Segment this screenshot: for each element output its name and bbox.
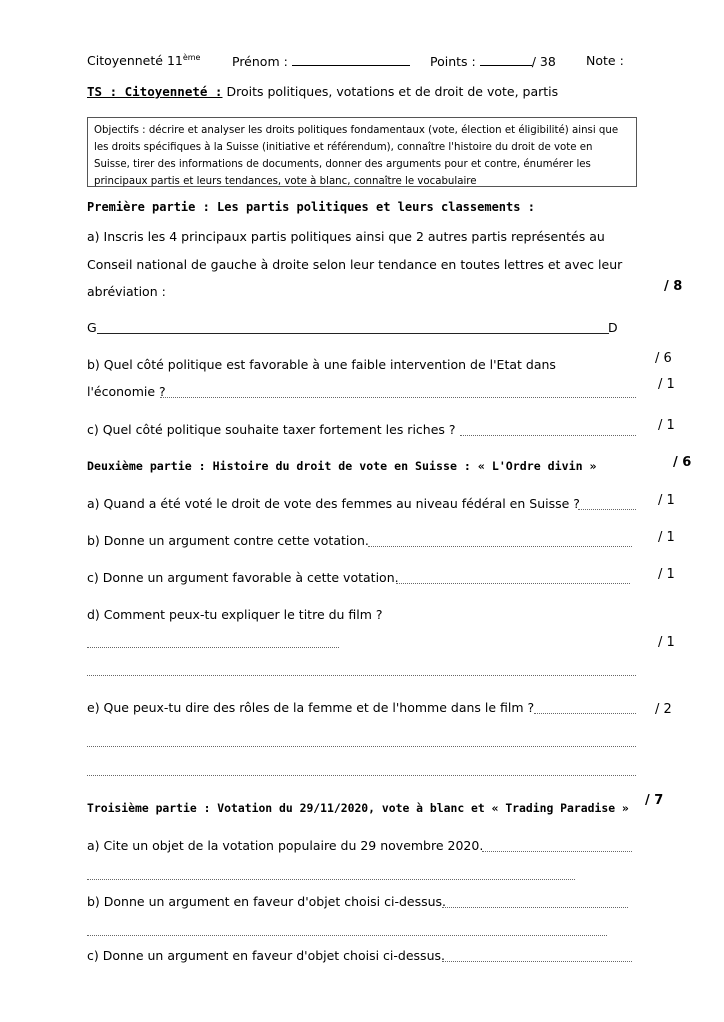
class-label-sup: ème [182, 53, 201, 62]
part1-qa-line1: a) Inscris les 4 principaux partis politiques ainsi que 2 autres partis représentés au [87, 229, 605, 244]
objectives-line: Objectifs : décrire et analyser les droits politiques fondamentaux (vote, élection et éligibilité) ainsi que [94, 125, 619, 136]
part1-score: / 6 [655, 351, 672, 366]
title-prefix: TS : Citoyenneté : [87, 84, 223, 99]
part3-qa-text: a) Cite un objet de la votation populaire du 29 novembre 2020. [87, 838, 484, 853]
part3-heading: Troisième partie : Votation du 29/11/2020, vote à blanc et « Trading Paradise » [87, 801, 629, 815]
part2-qa-text: a) Quand a été voté le droit de vote des femmes au niveau fédéral en Suisse ? [87, 496, 580, 511]
title-text: Droits politiques, votations et de droit de vote, partis [226, 84, 559, 99]
objectives-line: les droits spécifiques à la Suisse (initiative et référendum), connaître l'histoire du droit de vote en [94, 142, 593, 153]
part1-heading: Première partie : Les partis politiques et leurs classements : [87, 200, 535, 214]
part2-qb-answer-line[interactable] [368, 546, 632, 547]
part2-qd-answer-line[interactable] [87, 647, 339, 648]
note-label: Note : [586, 53, 624, 68]
part1-qb-line1: b) Quel côté politique est favorable à une faible intervention de l'Etat dans [87, 357, 556, 372]
part1-qc-text: c) Quel côté politique souhaite taxer fortement les riches ? [87, 422, 456, 437]
part3-qb-answer-line[interactable] [87, 935, 607, 936]
part1-qa-line2: Conseil national de gauche à droite selon leur tendance en toutes lettres et avec leur [87, 257, 623, 272]
part2-qb-text: b) Donne un argument contre cette votation. [87, 533, 369, 548]
objectives-line: Suisse, tirer des informations de documents, donner des arguments pour et contre, énumérer les [94, 159, 591, 170]
first-name-field[interactable] [232, 53, 410, 69]
part1-qb-line2: l'économie ? [87, 384, 166, 399]
part2-qd-text: d) Comment peux-tu expliquer le titre du film ? [87, 607, 383, 622]
part3-qc-answer-line[interactable] [442, 961, 632, 962]
left-right-axis-answer-line[interactable] [97, 333, 609, 334]
page-title [87, 84, 558, 99]
part1-qc-answer-line[interactable] [460, 435, 636, 436]
part1-qa-score: / 8 [664, 279, 683, 294]
part3-score: / 7 [645, 793, 664, 808]
part3-qa-answer-line[interactable] [482, 851, 632, 852]
objectives-box [87, 117, 637, 187]
part2-qb-score: / 1 [658, 530, 675, 545]
part2-qc-answer-line[interactable] [396, 583, 630, 584]
points-field[interactable] [430, 53, 556, 69]
part2-qe-answer-line[interactable] [534, 713, 636, 714]
part2-heading: Deuxième partie : Histoire du droit de vote en Suisse : « L'Ordre divin » [87, 459, 597, 473]
class-label-text: Citoyenneté 11 [87, 53, 183, 69]
class-label [87, 53, 200, 68]
part2-qc-text: c) Donne un argument favorable à cette votation. [87, 570, 399, 585]
first-name-label: Prénom : [232, 54, 288, 69]
part1-qb-score: / 1 [658, 377, 675, 392]
part1-qb-answer-line[interactable] [160, 397, 636, 398]
part2-score: / 6 [673, 455, 692, 470]
part2-qe-answer-line[interactable] [87, 775, 636, 776]
points-total: / 38 [531, 54, 556, 69]
part2-qd-score: / 1 [658, 635, 675, 650]
axis-left-label: G [87, 320, 97, 335]
part2-qd-answer-line[interactable] [87, 675, 636, 676]
part3-qb-text: b) Donne un argument en faveur d'objet choisi ci-dessus. [87, 894, 447, 909]
objectives-line: principaux partis et leurs tendances, vote à blanc, connaître le vocabulaire [94, 176, 477, 187]
part2-qe-answer-line[interactable] [87, 746, 636, 747]
part2-qa-answer-line[interactable] [578, 509, 636, 510]
points-label: Points : [430, 54, 476, 69]
part1-qc-score: / 1 [658, 418, 675, 433]
first-name-blank[interactable] [292, 53, 410, 66]
part1-qa-line3: abréviation : [87, 284, 166, 299]
part2-qe-score: / 2 [655, 702, 672, 717]
part3-qc-text: c) Donne un argument en faveur d'objet choisi ci-dessus. [87, 948, 445, 963]
part2-qe-text: e) Que peux-tu dire des rôles de la femme et de l'homme dans le film ? [87, 700, 535, 715]
part2-qa-score: / 1 [658, 493, 675, 508]
points-blank[interactable] [480, 53, 532, 66]
axis-right-label: D [608, 320, 618, 335]
part2-qc-score: / 1 [658, 567, 675, 582]
part3-qb-answer-line[interactable] [442, 907, 628, 908]
part3-qa-answer-line[interactable] [87, 879, 575, 880]
